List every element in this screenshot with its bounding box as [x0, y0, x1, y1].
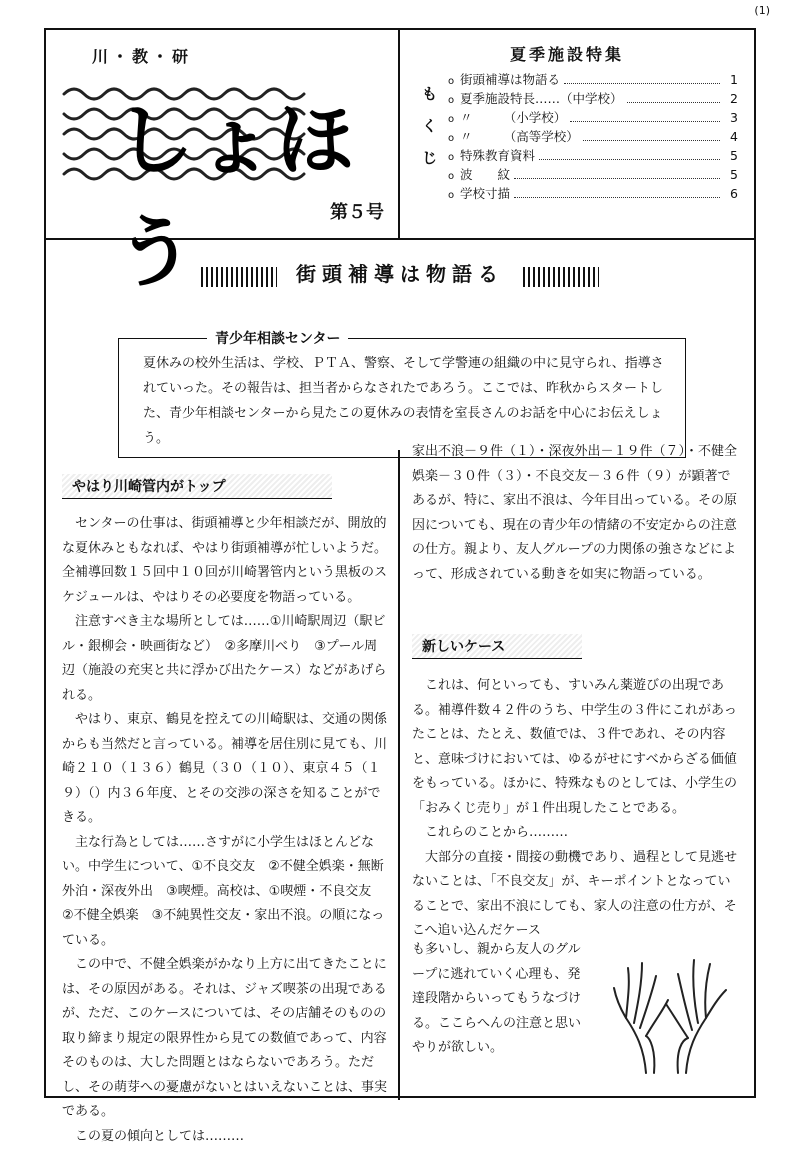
- toc-item: o 〃 （高等学校） 4: [448, 127, 738, 146]
- paragraph: センターの仕事は、街頭補導と少年相談だが、開放的な夏休みともなれば、やはり街頭補導が忙しいようだ。全補導回数１５回中１０回が川崎署管内という黒板のスケジュールは、やはりその必要度を物語っている。: [62, 512, 388, 610]
- main-headline: 街頭補導は物語る: [282, 258, 518, 287]
- org-name: 川・教・研: [92, 44, 192, 67]
- toc-item: o 街頭補導は物語る 1: [448, 70, 738, 89]
- right-column-bottom: [412, 938, 582, 1061]
- paragraph: これらのことから………: [412, 821, 742, 846]
- right-column-top: [412, 440, 742, 587]
- toc-item: o 夏季施設特長……（中学校） 2: [448, 89, 738, 108]
- hatch-decoration-left: [201, 267, 277, 287]
- paragraph: この夏の傾向としては………: [62, 1125, 388, 1149]
- hands-illustration: [606, 938, 736, 1078]
- right-column-middle: [412, 674, 742, 944]
- page-number: (1): [754, 4, 770, 17]
- paragraph: この中で、不健全娯楽がかなり上方に出てきたことには、その原因がある。それは、ジャズ喫茶の出現であるが、ただ、このケースについては、その店舗そのものの取り締まり規定の限界性から見ての数値であって、内容そのものは、大した問題とはならないであろう。ただし、その萌芽への憂慮がないとはいえないことは、事実である。: [62, 953, 388, 1125]
- toc-item: o 波 紋 5: [448, 165, 738, 184]
- paragraph: 主な行為としては……さすがに小学生はほとんどない。中学生について、①不良交友 ②不健全娯楽・無断外泊・深夜外出 ③喫煙。高校は、①喫煙・不良交友 ②不健全娯楽 ③不純異性交友・家出不浪。の順になっている。: [62, 831, 388, 954]
- paragraph: これは、何といっても、すいみん薬遊びの出現である。補導件数４２件のうち、中学生の３件にこれがあったことは、たとえ、数値では、３件であれ、その内容と、意味づけにおいては、ゆるがせにすべからざる価値をもっている。ほかに、特殊なものとしては、小学生の「おみくじ売り」が１件出現したことである。: [412, 674, 742, 821]
- lead-title: 青少年相談センター: [207, 328, 348, 348]
- paragraph: 家出不浪－９件（１）・深夜外出－１９件（７）・不健全娯楽－３０件（３）・不良交友－３６件（９）が顕著であるが、特に、家出不浪は、今年目出っている。その原因についても、現在の青少年の情緒の不安定からの注意の仕方。親より、友人グループの力関係の強さなどによって、形成されている動きを如実に物語っている。: [412, 440, 742, 587]
- toc-list: [448, 70, 738, 203]
- issue-number: 第５号: [330, 198, 384, 224]
- paragraph: 大部分の直接・間接の動機であり、過程として見逃せないことは、「不良交友」が、キーポイントとなっていることで、家出不浪にしても、家人の注意の仕方が、そこへ追い込んだケース: [412, 846, 742, 944]
- column-divider: [398, 450, 400, 1100]
- masthead: [46, 30, 400, 240]
- contents-title: 夏季施設特集: [510, 42, 624, 65]
- hatch-decoration-right: [523, 267, 599, 287]
- masthead-title: しょほう: [116, 78, 398, 302]
- mokuji-label: もくじ: [422, 78, 438, 174]
- paragraph: も多いし、親から友人のグループに逃れていく心理も、発達段階からいってもうなづける。ここらへんの注意と思いやりが欲しい。: [412, 938, 582, 1061]
- toc-item: o 特殊教育資料 5: [448, 146, 738, 165]
- paragraph: やはり、東京、鶴見を控えての川崎駅は、交通の関係からも当然だと言っている。補導を居住別に見ても、川崎２１０（１３６）鶴見（３０（１０）、東京４５（１９）（）内３６年度、とその交渉の深さを知ることができる。: [62, 708, 388, 831]
- page-frame: [44, 28, 756, 1098]
- left-column: [62, 512, 388, 1149]
- lead-body: 夏休みの校外生活は、学校、ＰＴＡ、警察、そして学警連の組織の中に見守られ、指導されていった。その報告は、担当者からなされたであろう。ここでは、昨秋からスタートした、青少年相談センターから見たこの夏休みの表情を室長さんのお話を中心にお伝えしょう。: [143, 351, 671, 451]
- headline-row: [46, 258, 754, 292]
- toc-item: o 学校寸描 6: [448, 184, 738, 203]
- contents-box: [400, 30, 754, 240]
- paragraph: 注意すべき主な場所としては……①川崎駅周辺（駅ビル・銀柳会・映画街など） ②多摩川べり ③プール周辺（施設の充実と共に浮かび出たケース）などがあげられる。: [62, 610, 388, 708]
- section2-heading: 新しいケース: [412, 634, 582, 659]
- toc-item: o 〃 （小学校） 3: [448, 108, 738, 127]
- section1-heading: やはり川崎管内がトップ: [62, 474, 332, 499]
